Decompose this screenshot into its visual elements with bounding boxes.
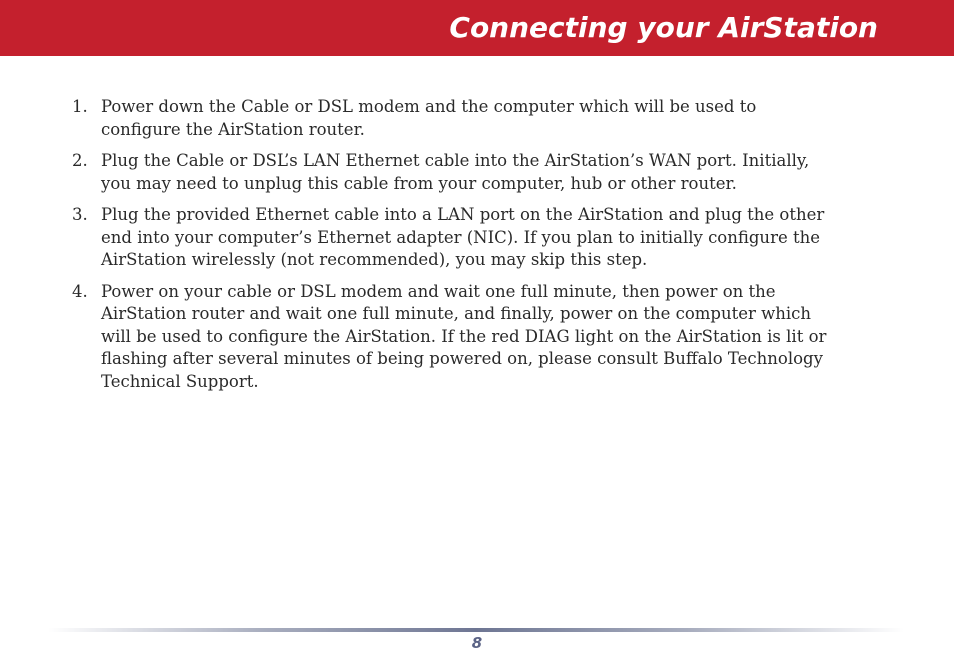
list-item: [0, 96, 954, 141]
step-line: AirStation wirelessly (not recommended), you may skip this step.: [101, 250, 648, 269]
step-line: you may need to unplug this cable from your computer, hub or other router.: [101, 173, 737, 193]
header-bar: [0, 0, 954, 56]
step-line: configure the AirStation router.: [101, 119, 365, 139]
step-text: [101, 281, 954, 394]
list-item: [0, 281, 954, 394]
step-line: end into your computer’s Ethernet adapter (NIC). If you plan to initially configure the: [101, 227, 820, 247]
step-text: [101, 204, 954, 272]
step-line: Power on your cable or DSL modem and wait one full minute, then power on the: [101, 281, 776, 301]
step-number: 2.: [72, 151, 88, 170]
list-item: [0, 150, 954, 195]
step-line: flashing after several minutes of being powered on, please consult Buffalo Technology: [101, 349, 823, 368]
step-text: [101, 150, 954, 195]
step-number: 3.: [72, 205, 88, 224]
step-line: Plug the provided Ethernet cable into a LAN port on the AirStation and plug the other: [101, 205, 825, 224]
step-line: Plug the Cable or DSL’s LAN Ethernet cable into the AirStation’s WAN port. Initially,: [101, 151, 810, 170]
footer-divider: [48, 628, 904, 632]
instruction-list: [0, 96, 954, 402]
step-line: Technical Support.: [101, 371, 259, 391]
step-line: will be used to configure the AirStation. If the red DIAG light on the AirStation is lit or: [101, 326, 827, 346]
list-item: [0, 204, 954, 272]
page-number: 8: [471, 634, 483, 652]
step-number: 1.: [72, 97, 88, 116]
step-line: Power down the Cable or DSL modem and the computer which will be used to: [101, 97, 757, 116]
step-text: [101, 96, 954, 141]
page-title: Connecting your AirStation: [449, 11, 878, 44]
step-line: AirStation router and wait one full minute, and finally, power on the computer which: [101, 304, 812, 323]
step-number: 4.: [72, 281, 88, 301]
